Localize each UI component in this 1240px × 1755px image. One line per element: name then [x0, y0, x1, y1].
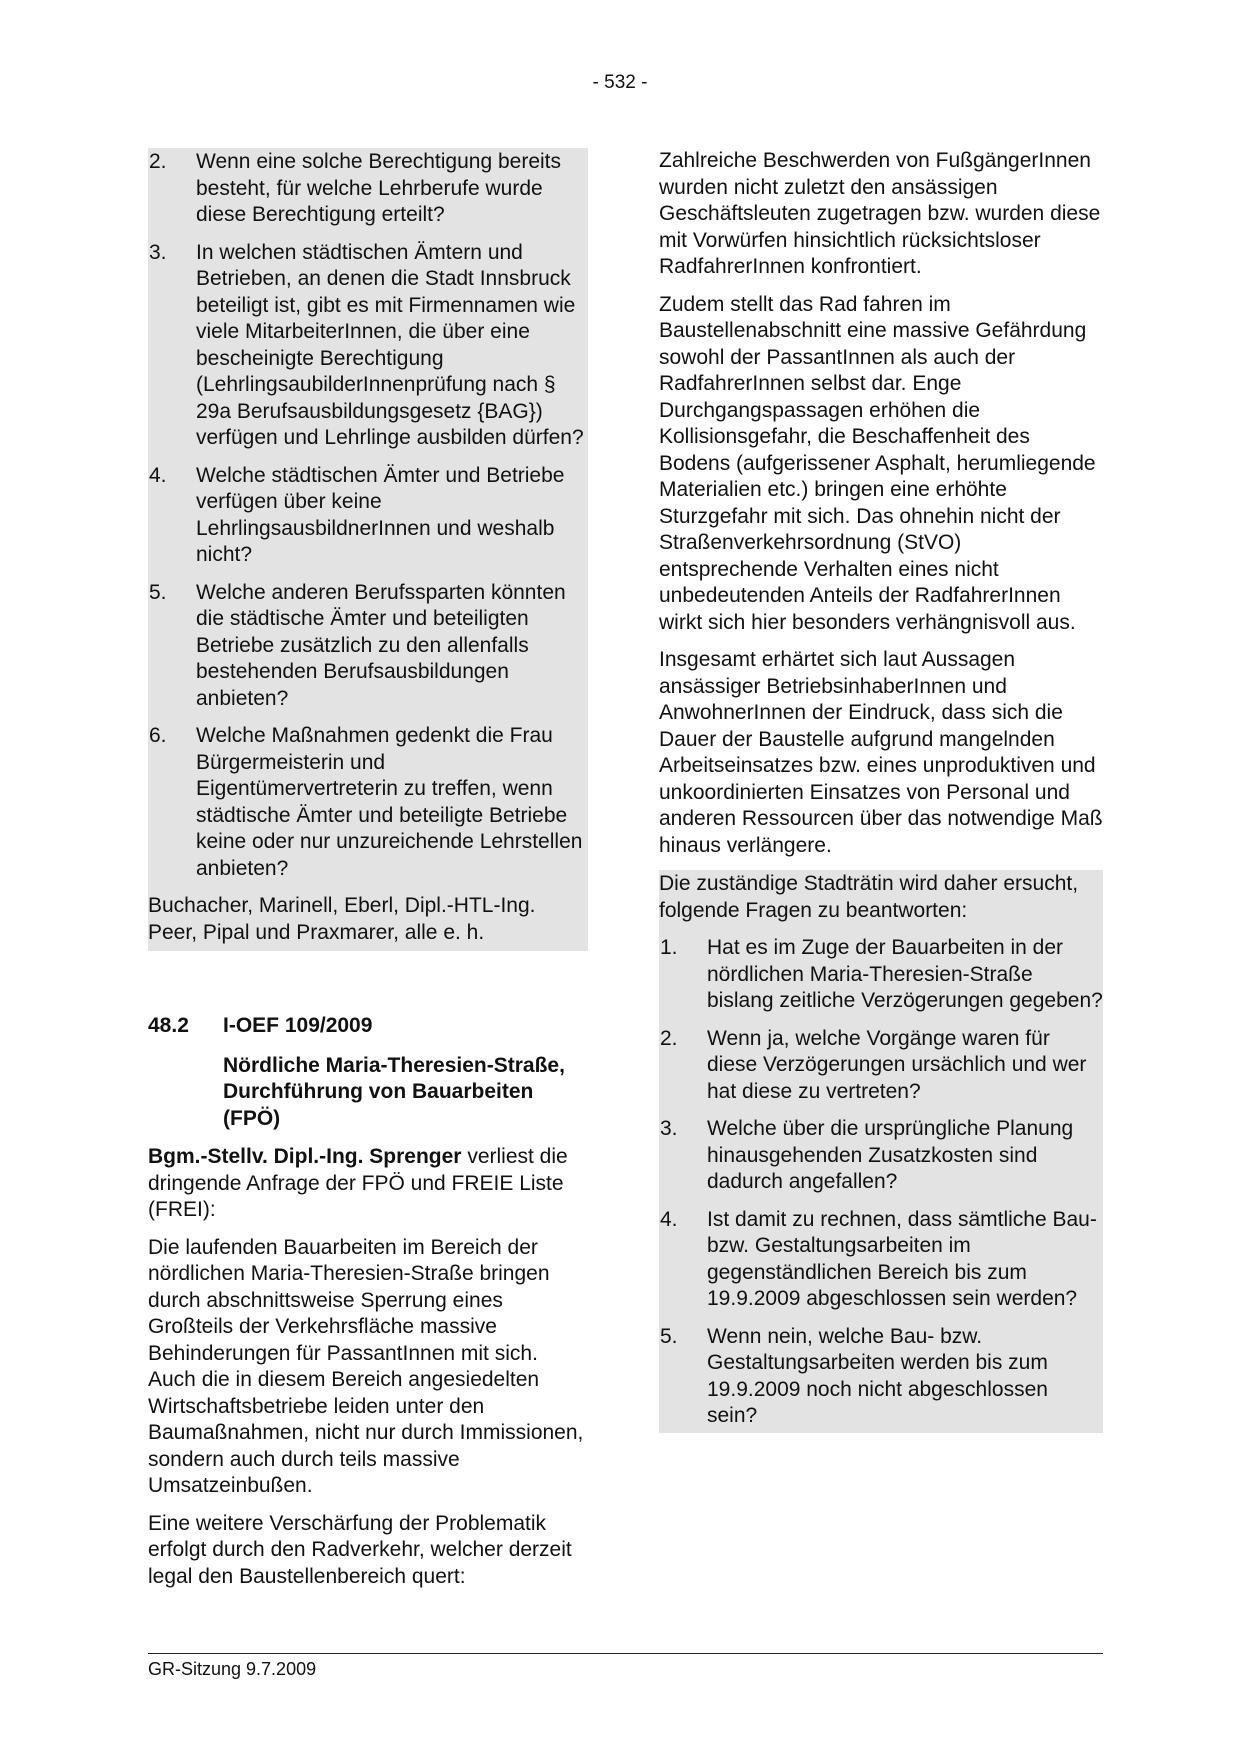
list-item	[659, 1207, 1103, 1313]
item-text: Wenn ja, welche Vorgänge waren für diese Verzögerungen ursächlich und wer hat diese zu vertreten?	[707, 1026, 1087, 1103]
list-item	[659, 935, 1103, 1015]
list-item	[659, 1116, 1103, 1196]
footer-text: GR-Sitzung 9.7.2009	[148, 1659, 317, 1679]
list-item	[148, 463, 588, 569]
body-paragraph: Insgesamt erhärtet sich laut Aussagen ansässiger BetriebsinhaberInnen und AnwohnerInnen der Eindruck, dass sich die Dauer der Baustelle aufgrund mangelnden Arbeitseinsatzes bzw. eines unproduktiven und unkoordinierten Einsatzes von Personal und anderen Ressourcen über das notwendige Maß hinaus verlängere.	[659, 648, 1103, 857]
item-text: Welche über die ursprüngliche Planung hinausgehenden Zusatzkosten sind dadurch angefallen?	[707, 1117, 1074, 1193]
item-number: 6.	[149, 724, 167, 747]
right-column	[659, 148, 1103, 1433]
item-text: Welche Maßnahmen gedenkt die Frau Bürgermeisterin und Eigentümervertreterin zu treffen, wenn städtische Ämter und beteiligte Betriebe keine oder nur unzureichende Lehrstellen anbieten?	[196, 724, 583, 880]
item-number: 3.	[660, 1117, 678, 1140]
list-item	[659, 1324, 1103, 1430]
item-text: In welchen städtischen Ämtern und Betrieben, an denen die Stadt Innsbruck beteiligt ist, gibt es mit Firmennamen wie viele MitarbeiterInnen, die über eine bescheinigte Berechtigung (LehrlingsaubilderInnenprüfung nach § 29a Berufsausbildungsgesetz {BAG}) verfügen und Lehrlinge ausbilden dürfen?	[196, 240, 584, 449]
body-paragraph: Die laufenden Bauarbeiten im Bereich der nördlichen Maria-Theresien-Straße bringen durch abschnittsweise Sperrung eines Großteils der Verkehrsfläche massive Behinderungen für PassantInnen mit sich. Auch die in diesem Bereich angesiedelten Wirtschaftsbetriebe leiden unter den Baumaßnahmen, nicht nur durch Immissionen, sondern auch durch teils massive Umsatzeinbußen.	[148, 1235, 584, 1497]
section-title: Nördliche Maria-Theresien-Straße, Durchführung von Bauarbeiten (FPÖ)	[223, 1053, 565, 1130]
item-number: 4.	[660, 1207, 678, 1231]
body-paragraph: Eine weitere Verschärfung der Problematik erfolgt durch den Radverkehr, welcher derzeit legal den Baustellenbereich quert:	[148, 1511, 572, 1588]
page-number: - 532 -	[592, 72, 648, 93]
list-item	[148, 149, 588, 229]
speaker-paragraph	[148, 1144, 588, 1224]
list-item	[659, 1026, 1103, 1106]
item-text: Hat es im Zuge der Bauarbeiten in der nördlichen Maria-Theresien-Straße bislang zeitliche Verzögerungen gegeben?	[707, 936, 1103, 1012]
list-item	[148, 240, 588, 452]
section-code: I-OEF 109/2009	[223, 1014, 373, 1037]
item-text: Welche anderen Berufssparten könnten die städtische Ämter und beteiligten Betriebe zusätzlich zu den allenfalls bestehenden Berufsausbildungen anbieten?	[196, 580, 566, 710]
item-text: Ist damit zu rechnen, dass sämtliche Bau- bzw. Gestaltungsarbeiten im gegenständlichen Bereich bis zum 19.9.2009 abgeschlossen sein werden?	[707, 1207, 1097, 1310]
speaker-text: verliest die dringende Anfrage der FPÖ und FREIE Liste (FREI):	[148, 1145, 568, 1221]
item-text: Welche städtischen Ämter und Betriebe verfügen über keine LehrlingsausbildnerInnen und weshalb nicht?	[196, 463, 565, 566]
item-number: 2.	[149, 150, 167, 173]
item-text: Wenn nein, welche Bau- bzw. Gestaltungsarbeiten werden bis zum 19.9.2009 noch nicht abgeschlossen sein?	[707, 1324, 1048, 1427]
section-number: 48.2	[148, 1014, 189, 1037]
item-text: Wenn eine solche Berechtigung bereits besteht, für welche Lehrberufe wurde diese Berechtigung erteilt?	[196, 150, 562, 226]
item-number: 4.	[149, 463, 167, 487]
body-paragraph: Zahlreiche Beschwerden von FußgängerInnen wurden nicht zuletzt den ansässigen Geschäftsleuten zugetragen bzw. wurden diese mit Vorwürfen hinsichtlich rücksichtsloser RadfahrerInnen konfrontiert.	[659, 149, 1101, 278]
footer-divider	[148, 1653, 1103, 1654]
question-block-right	[659, 870, 1103, 1433]
list-item	[148, 723, 588, 882]
item-number: 5.	[660, 1324, 678, 1348]
item-number: 5.	[149, 580, 167, 604]
body-paragraph: Zudem stellt das Rad fahren im Baustellenabschnitt eine massive Gefährdung sowohl der PassantInnen als auch der RadfahrerInnen selbst dar. Enge Durchgangspassagen erhöhen die Kollisionsgefahr, die Beschaffenheit des Bodens (aufgerissener Asphalt, herumliegende Materialien etc.) bringen eine erhöhte Sturzgefahr mit sich. Das ohnehin nicht der Straßenverkehrsordnung (StVO) entsprechende Verhalten eines nicht unbedeutenden Anteils der RadfahrerInnen wirkt sich hier besonders verhängnisvoll aus.	[659, 292, 1096, 634]
item-number: 2.	[660, 1026, 678, 1050]
list-item	[148, 580, 588, 713]
speaker-name: Bgm.-Stellv. Dipl.-Ing. Sprenger	[148, 1145, 462, 1168]
item-number: 3.	[149, 240, 167, 264]
left-column	[148, 148, 588, 1601]
signatories: Buchacher, Marinell, Eberl, Dipl.-HTL-Ing. Peer, Pipal und Praxmarer, alle e. h.	[148, 894, 536, 944]
request-intro: Die zuständige Stadträtin wird daher ersucht, folgende Fragen zu beantworten:	[659, 872, 1079, 922]
item-number: 1.	[660, 936, 678, 959]
section-heading	[148, 1013, 588, 1040]
question-block-left	[148, 148, 588, 951]
